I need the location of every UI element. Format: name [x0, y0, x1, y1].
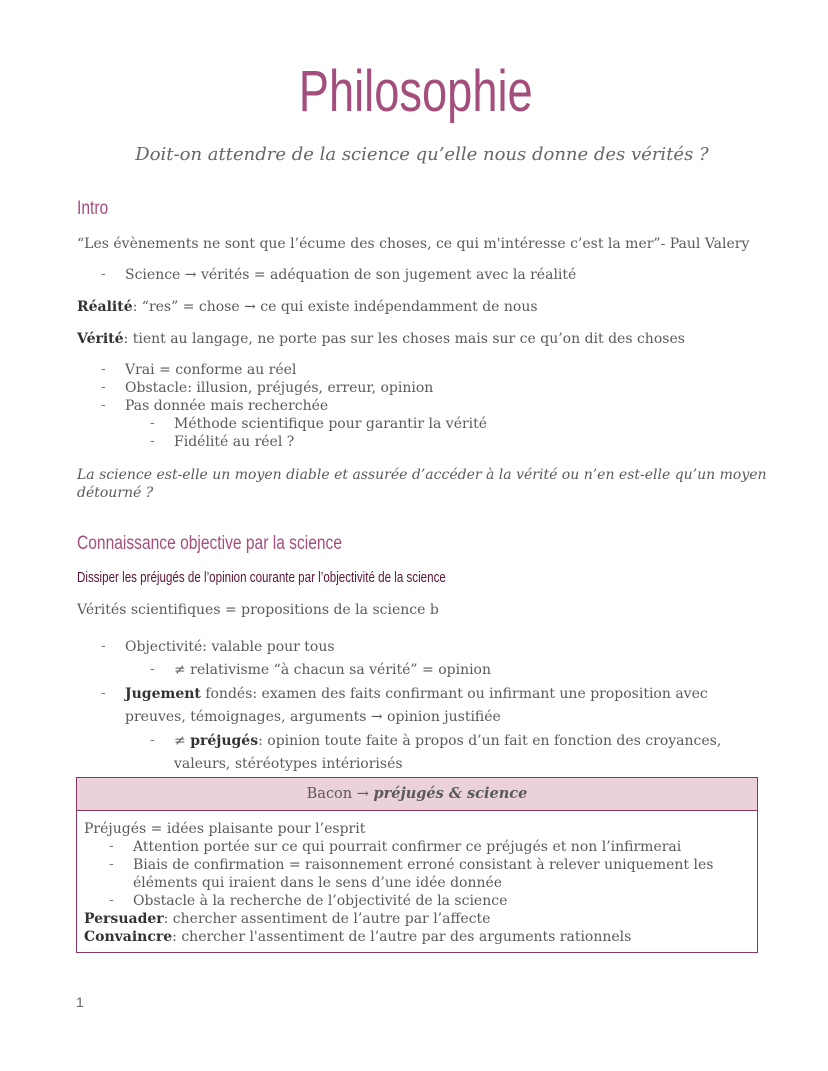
subbullet-prejuges-cont: valeurs, stéréotypes intériorisés	[174, 756, 403, 772]
list-subitem: Méthode scientifique pour garantir la vérité	[174, 416, 488, 432]
bullet-dash: -	[150, 433, 155, 449]
prejuges-text: : opinion toute faite à propos d’un fait en fonction des croyances,	[258, 733, 722, 749]
term-persuader: Persuader	[84, 911, 164, 927]
bacon-header-emphasis: préjugés & science	[373, 785, 528, 802]
jugement-text: fondés: examen des faits confirmant ou infirmant une proposition avec	[200, 686, 708, 702]
quote-valery: “Les évènements ne sont que l’écume des choses, ce qui m'intéresse c’est la mer”- Paul Valery	[77, 236, 750, 252]
term-prejuges: préjugés	[190, 733, 259, 749]
realite-text: : “res” = chose → ce qui existe indépendamment de nous	[132, 299, 538, 315]
subheading-dissiper-prejuges: Dissiper les préjugés de l’opinion courante par l’objectivité de la science	[77, 570, 446, 586]
verite-text: : tient au langage, ne porte pas sur les choses mais sur ce qu’on dit des choses	[123, 331, 685, 347]
bullet-objectivite: Objectivité: valable pour tous	[125, 639, 335, 655]
bullet-dash: -	[150, 415, 155, 431]
convaincre-text: : chercher l'assentiment de l’autre par des arguments rationnels	[172, 929, 632, 945]
bacon-table-header	[77, 778, 757, 811]
list-item: Obstacle à la recherche de l’objectivité de la science	[133, 893, 508, 909]
definition-verites-scientifiques: Vérités scientifiques = propositions de la science b	[77, 602, 439, 618]
bullet-jugement	[125, 685, 708, 703]
page-number: 1	[76, 994, 84, 1010]
definition-verite	[77, 330, 685, 348]
bacon-table	[76, 777, 758, 953]
problematique-line-2: détourné ?	[77, 485, 154, 501]
page-subtitle: Doit-on attendre de la science qu’elle nous donne des vérités ?	[135, 144, 709, 165]
subbullet-prejuges	[174, 732, 721, 750]
bullet-dash: -	[101, 685, 106, 701]
bullet-dash: -	[150, 661, 155, 677]
term-verite: Vérité	[77, 331, 124, 347]
term-realite: Réalité	[77, 299, 133, 315]
bullet-dash: -	[109, 838, 114, 854]
subbullet-relativisme: ≠ relativisme “à chacun sa vérité” = opinion	[174, 662, 492, 678]
not-equal-symbol: ≠	[174, 733, 191, 749]
bullet-dash: -	[109, 892, 114, 908]
list-item: Vrai = conforme au réel	[125, 362, 297, 378]
bullet-jugement-cont: preuves, témoignages, arguments → opinion justifiée	[125, 709, 501, 725]
bullet-dash: -	[101, 379, 106, 395]
bacon-header-prefix: Bacon →	[306, 786, 374, 802]
term-convaincre: Convaincre	[84, 929, 173, 945]
bullet-dash: -	[101, 397, 106, 413]
heading-connaissance-objective: Connaissance objective par la science	[77, 533, 343, 554]
page-title: Philosophie	[298, 59, 533, 124]
list-subitem: Fidélité au réel ?	[174, 434, 295, 450]
persuader-text: : chercher assentiment de l’autre par l’affecte	[163, 911, 491, 927]
bullet-dash: -	[150, 732, 155, 748]
definition-persuader	[84, 910, 490, 928]
list-item-cont: éléments qui iraient dans le sens d’une idée donnée	[133, 875, 503, 891]
bullet-dash: -	[101, 266, 106, 282]
heading-intro: Intro	[77, 198, 109, 219]
problematique-line-1: La science est-elle un moyen diable et assurée d’accéder à la vérité ou n’en est-elle qu’un moyen	[77, 467, 767, 483]
bullet-science: Science → vérités = adéquation de son jugement avec la réalité	[125, 267, 577, 283]
list-item: Pas donnée mais recherchée	[125, 398, 329, 414]
list-item: Obstacle: illusion, préjugés, erreur, opinion	[125, 380, 434, 396]
list-item: Biais de confirmation = raisonnement erroné consistant à relever uniquement les	[133, 857, 714, 873]
term-jugement: Jugement	[125, 686, 201, 702]
definition-realite	[77, 298, 538, 316]
bacon-prejuges-intro: Préjugés = idées plaisante pour l’esprit	[84, 821, 366, 837]
definition-convaincre	[84, 928, 631, 946]
bullet-dash: -	[109, 856, 114, 872]
bullet-dash: -	[101, 361, 106, 377]
list-item: Attention portée sur ce qui pourrait confirmer ce préjugés et non l’infirmerai	[133, 839, 682, 855]
bullet-dash: -	[101, 638, 106, 654]
